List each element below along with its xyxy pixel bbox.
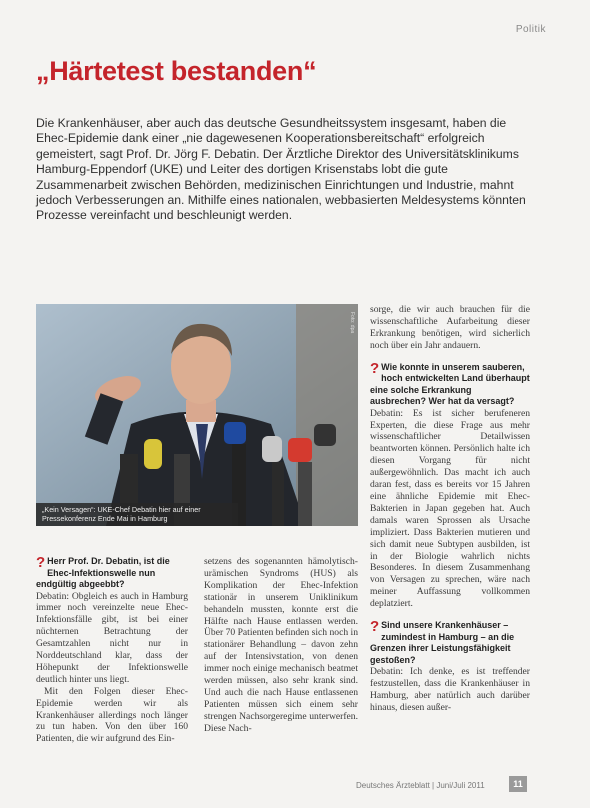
column-2-text: setzens des sogenannten hämolytisch-urämischen Syndroms (HUS) als Komplikation der Ehec-Infektion stationär in unserem Uniklinikum behandeln mussten, konnte erst die Hälfte nach Hause entlassen werden. Über 70 Patienten befinden sich noch in stationärer Behandlung – davon zehn auf der Intensivstation, von denen immer noch einige mechanisch beatmet werden müssen, also sehr krank sind. Und auch die nach Hause entlassenen Patienten müssen sich einem sehr strengen Nachsorgeregime unterwerfen. Diese Nach- (204, 556, 358, 734)
column-1 (36, 556, 188, 745)
answer-3: Debatin: Ich denke, es ist treffender festzustellen, dass die Krankenhäuser in Hamburg, aber natürlich auch darüber hinaus, diesen außer- (370, 666, 530, 713)
column-3 (370, 304, 530, 714)
answer-1-cont: Mit den Folgen dieser Ehec-Epidemie werden wir als Krankenhäuser allerdings noch länger zu tun haben. Von den über 160 Patienten, die wir aufgrund des Ein- (36, 685, 188, 745)
question-1: ? Herr Prof. Dr. Debatin, ist die Ehec-Infektionswelle nun endgültig abgeebbt? (36, 554, 170, 589)
answer-2: Debatin: Es ist sicher berufeneren Experten, die diese Frage aus mehr wissenschaftlicher Detailwissen beantworten können. Persönlich halte ich diesen Vorgang für nicht außergewöhnlich. Das macht ich auch daran fest, dass es bereits vor 15 Jahren eine ähnliche Epidemie mit Ehec-Bakterien in Japan gegeben hat. Auch damals waren Sprossen als Ursache impliziert. Dass Bakterien mutieren und sich damit neue Subtypen ausbilden, ist in der Biologie wahrlich nichts Besonderes. In diesem Zusammenhang von Versagen zu sprechen, wäre nach meiner Auffassung vollkommen deplatziert. (370, 407, 530, 610)
photo-credit: Foto: dpa (349, 312, 355, 334)
question-mark-icon: ? (36, 554, 46, 571)
question-mark-icon: ? (370, 359, 380, 377)
question-3: ? Sind unsere Krankenhäuser – zumindest in Hamburg – an die Grenzen ihrer Leistungsfähigkeit gestoßen? (370, 618, 515, 665)
section-label: Politik (515, 24, 546, 35)
column-3-intro: sorge, die wir auch brauchen für die wissenschaftliche Aufarbeitung dieser Erkrankung benötigen, wird sicherlich noch über ein Jahr andauern. (370, 304, 530, 351)
footer-publication: Deutsches Ärzteblatt | Juni/Juli 2011 (356, 781, 485, 790)
article-title: „Härtetest bestanden“ (36, 56, 317, 86)
photo-caption: „Kein Versagen“: UKE-Chef Debatin hier auf einer Pressekonferenz Ende Mai in Hamburg (36, 503, 238, 526)
question-mark-icon: ? (370, 618, 380, 636)
answer-1: Debatin: Obgleich es auch in Hamburg immer noch vereinzelte neue Ehec-Infektionsfälle gibt, ist bei einer nüchternen Betrachtung der Gesamtzahlen nicht nur in Norddeutschland klar, dass der Höhepunkt der Infektionswelle deutlich hinter uns liegt. (36, 590, 188, 685)
press-conference-image (36, 304, 358, 526)
question-2: ? Wie konnte in unserem sauberen, hoch entwickelten Land überhaupt eine solche Erkrankung ausbrechen? Wer hat da versagt? (370, 359, 530, 407)
article-photo (36, 304, 358, 526)
article-lead: Die Krankenhäuser, aber auch das deutsche Gesundheitssystem insgesamt, haben die Ehec-Epidemie dank einer „nie dagewesenen Kooperationsbereitschaft“ erfolgreich gemeistert, sagt Prof. Dr. Jörg F. Debatin. Der Ärztliche Direktor des Universitätsklinikums Hamburg-Eppendorf (UKE) und Leiter des dortigen Krisenstabs lobt die gute Zusammenarbeit zwischen Behörden, medizinischen Einrichtungen und Industrie, mahnt jedoch Verbesserungen an. Mithilfe eines nationalen, webbasierten Meldesystems könnten Prozesse vereinfacht und beschleunigt werden. (36, 116, 526, 223)
page-number: 11 (509, 776, 527, 792)
column-2 (204, 556, 358, 735)
